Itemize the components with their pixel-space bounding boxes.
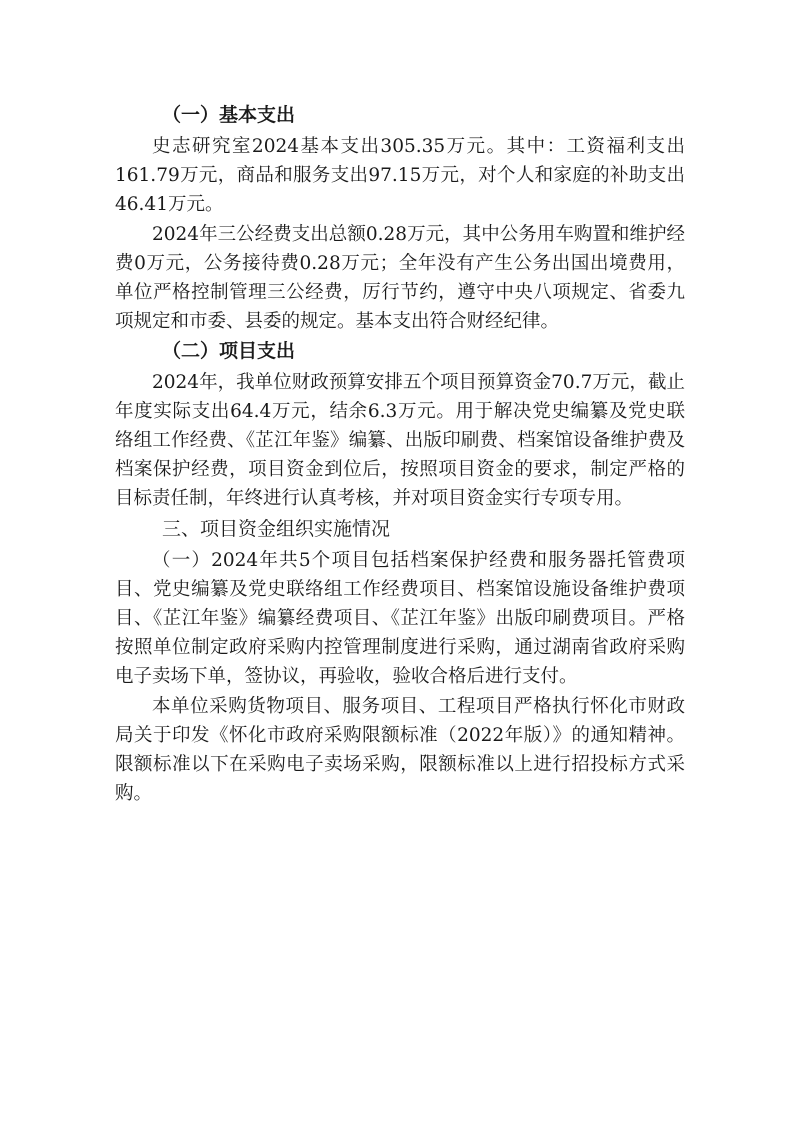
section-heading-basic-expenditure: （一）基本支出 xyxy=(162,104,296,126)
paragraph-project-list: （一）2024年共5个项目包括档案保护经费和服务器托管费项目、党史编纂及党史联络组工作经费项目、档案馆设施设备维护费项目、《芷江年鉴》编纂经费项目、《芷江年鉴》出版印刷费项目。严格按照单位制定政府采购内控管理制度进行采购，通过湖南省政府采购电子卖场下单，签协议，再验收，验收合格后进行支付。 xyxy=(115,550,685,687)
paragraph-project-expenditure-summary: 2024年，我单位财政预算安排五个项目预算资金70.7万元，截止年度实际支出64.4万元，结余6.3万元。用于解决党史编纂及党史联络组工作经费、《芷江年鉴》编纂、出版印刷费、档案馆设备维护费及档案保护经费，项目资金到位后，按照项目资金的要求，制定严格的目标责任制，年终进行认真考核，并对项目资金实行专项专用。 xyxy=(115,372,685,509)
section-heading-project-implementation: 三、项目资金组织实施情况 xyxy=(162,518,391,540)
section-heading-project-expenditure: （二）项目支出 xyxy=(162,340,296,362)
document-body xyxy=(115,101,685,809)
paragraph-three-public-expenses: 2024年三公经费支出总额0.28万元，其中公务用车购置和维护经费0万元，公务接待费0.28万元；全年没有产生公务出国出境费用，单位严格控制管理三公经费，厉行节约，遵守中央八项规定、省委九项规定和市委、县委的规定。基本支出符合财经纪律。 xyxy=(115,224,685,332)
paragraph-basic-expenditure-summary: 史志研究室2024基本支出305.35万元。其中：工资福利支出161.79万元，商品和服务支出97.15万元，对个人和家庭的补助支出46.41万元。 xyxy=(115,136,685,215)
paragraph-procurement-policy: 本单位采购货物项目、服务项目、工程项目严格执行怀化市财政局关于印发《怀化市政府采购限额标准（2022年版）》的通知精神。限额标准以下在采购电子卖场采购，限额标准以上进行招投标方式采购。 xyxy=(115,696,685,804)
